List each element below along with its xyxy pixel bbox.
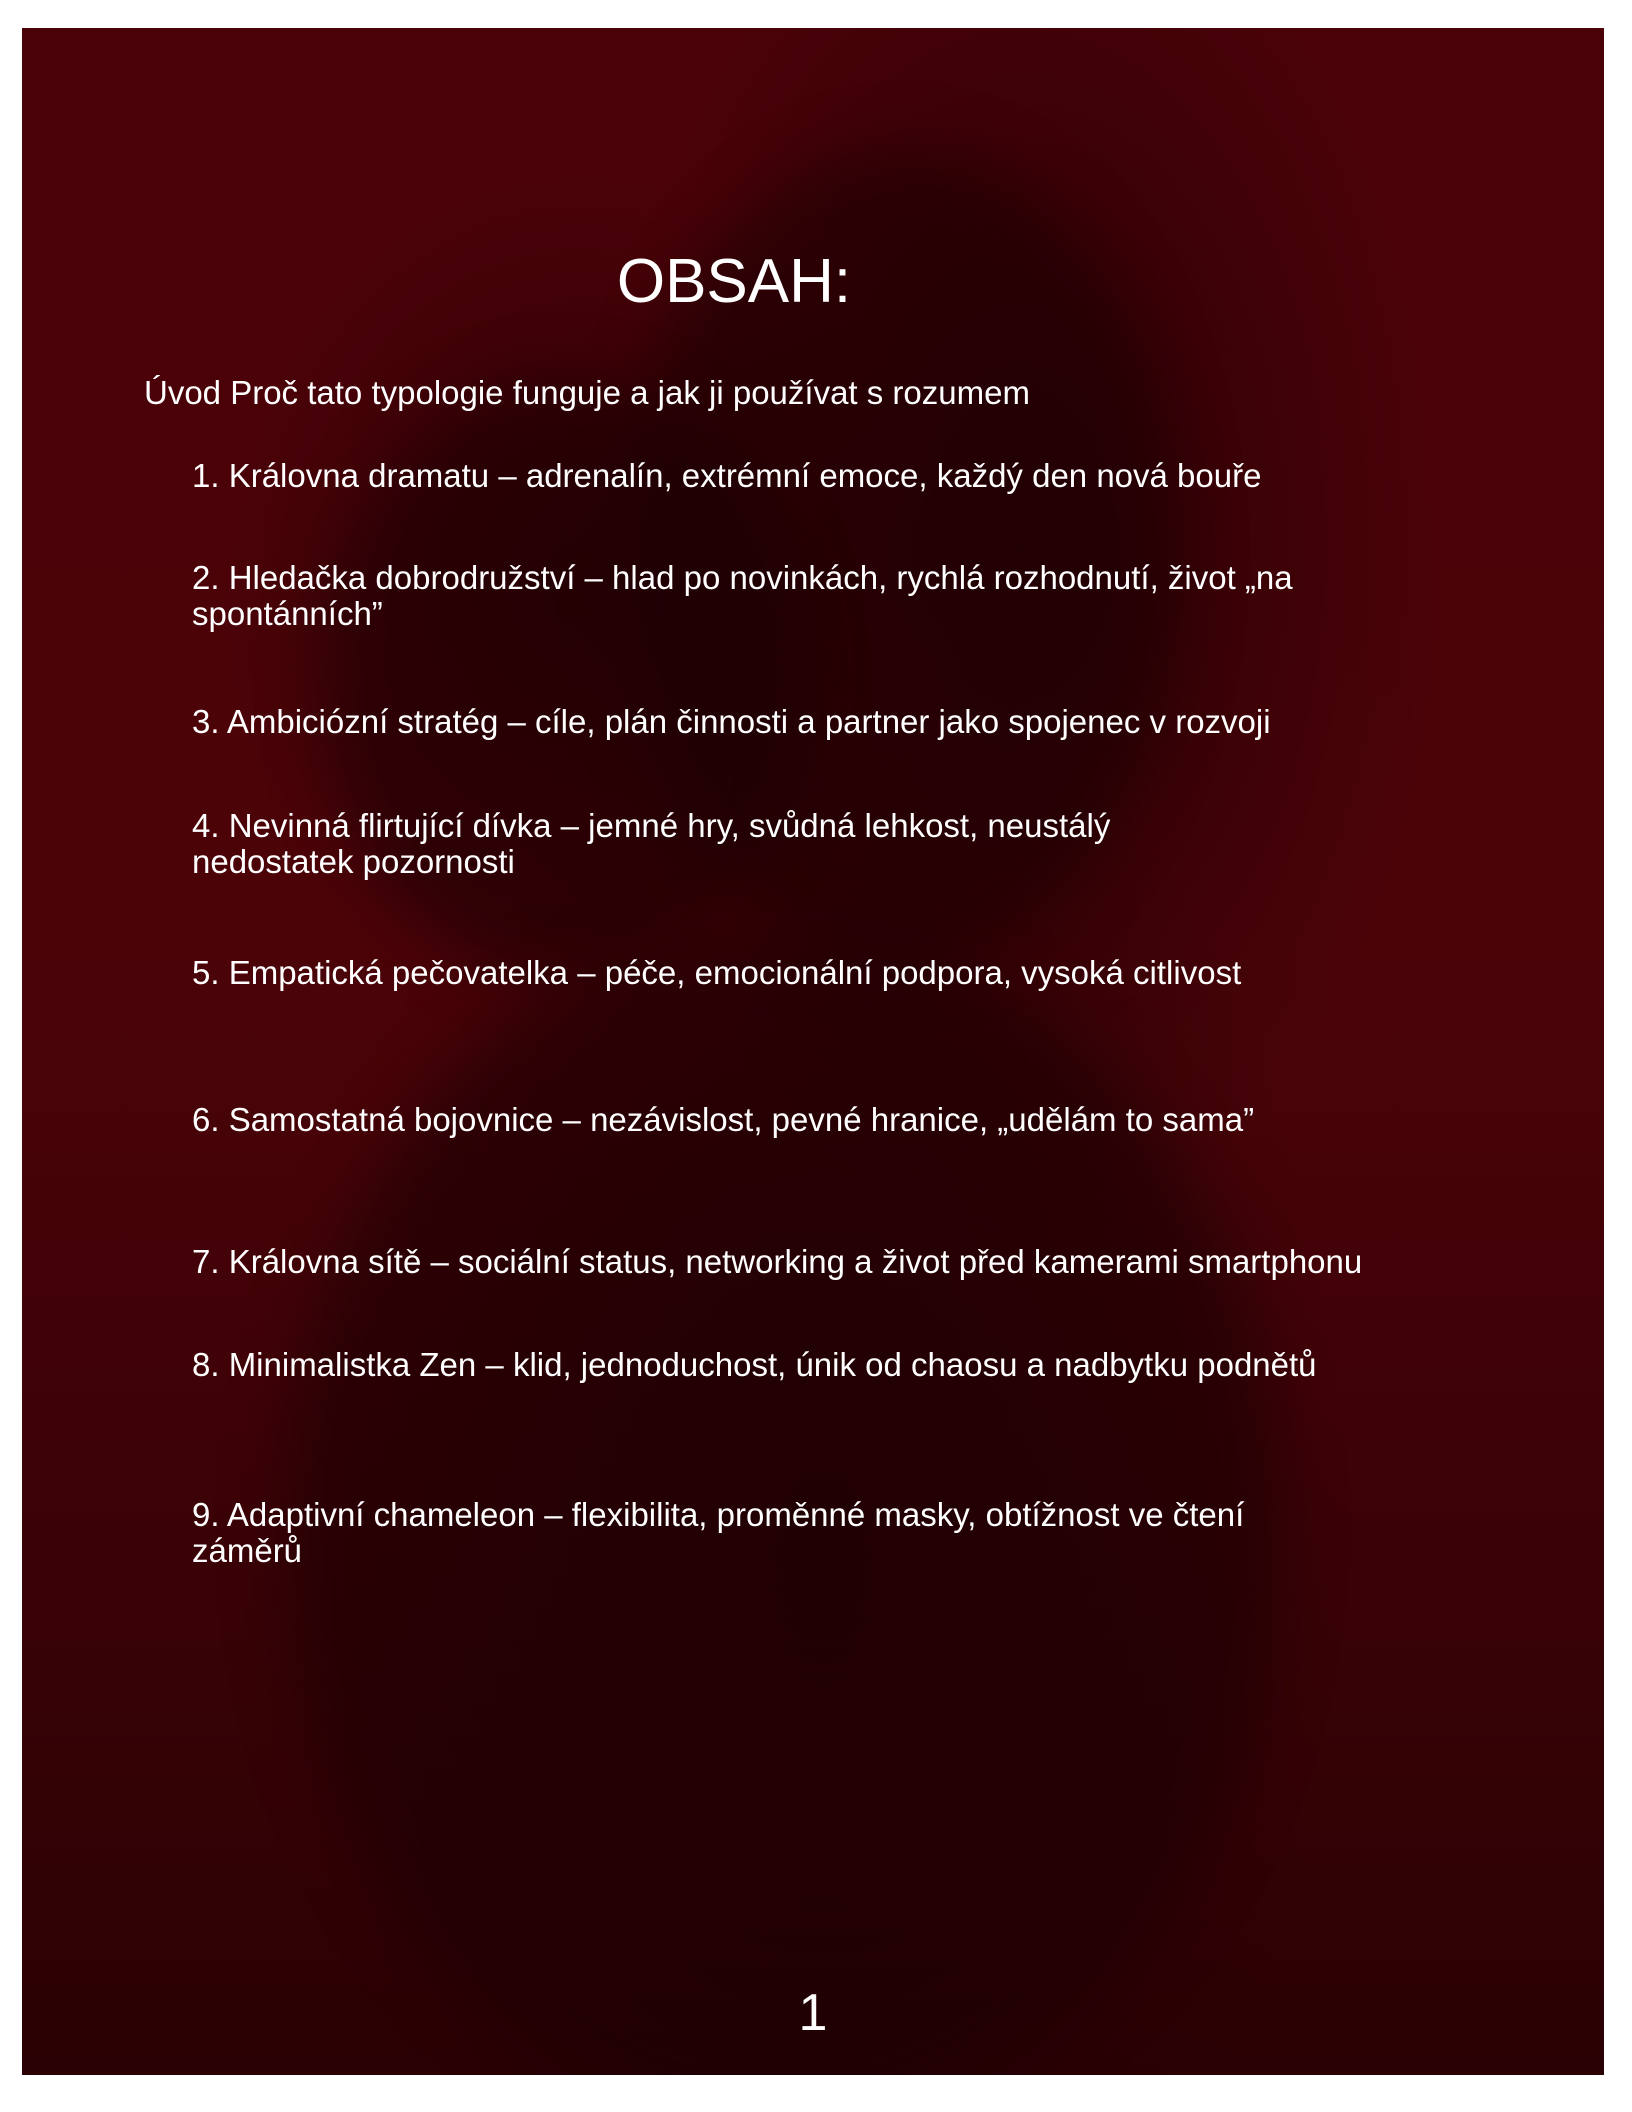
toc-intro: Úvod Proč tato typologie funguje a jak ji používat s rozumem: [144, 374, 1030, 411]
toc-item-9: 9. Adaptivní chameleon – flexibilita, proměnné masky, obtížnost ve čtení záměrů: [192, 1496, 1245, 1569]
toc-item-8: 8. Minimalistka Zen – klid, jednoduchost, únik od chaosu a nadbytku podnětů: [192, 1346, 1317, 1383]
toc-item-7: 7. Královna sítě – sociální status, networking a život před kamerami smartphonu: [192, 1243, 1363, 1280]
toc-item-1: 1. Královna dramatu – adrenalín, extrémní emoce, každý den nová bouře: [192, 457, 1262, 494]
toc-item-6: 6. Samostatná bojovnice – nezávislost, pevné hranice, „udělám to sama”: [192, 1101, 1255, 1138]
toc-item-3: 3. Ambiciózní stratég – cíle, plán činnosti a partner jako spojenec v rozvoji: [192, 703, 1271, 740]
toc-item-4: 4. Nevinná flirtující dívka – jemné hry, svůdná lehkost, neustálý nedostatek pozornosti: [192, 807, 1111, 880]
page-number: 1: [798, 1984, 828, 2042]
toc-item-2: 2. Hledačka dobrodružství – hlad po novinkách, rychlá rozhodnutí, život „na spontánních”: [192, 559, 1293, 632]
document-page: [22, 28, 1604, 2075]
page-title: OBSAH:: [616, 247, 852, 316]
toc-item-5: 5. Empatická pečovatelka – péče, emocionální podpora, vysoká citlivost: [192, 954, 1242, 991]
